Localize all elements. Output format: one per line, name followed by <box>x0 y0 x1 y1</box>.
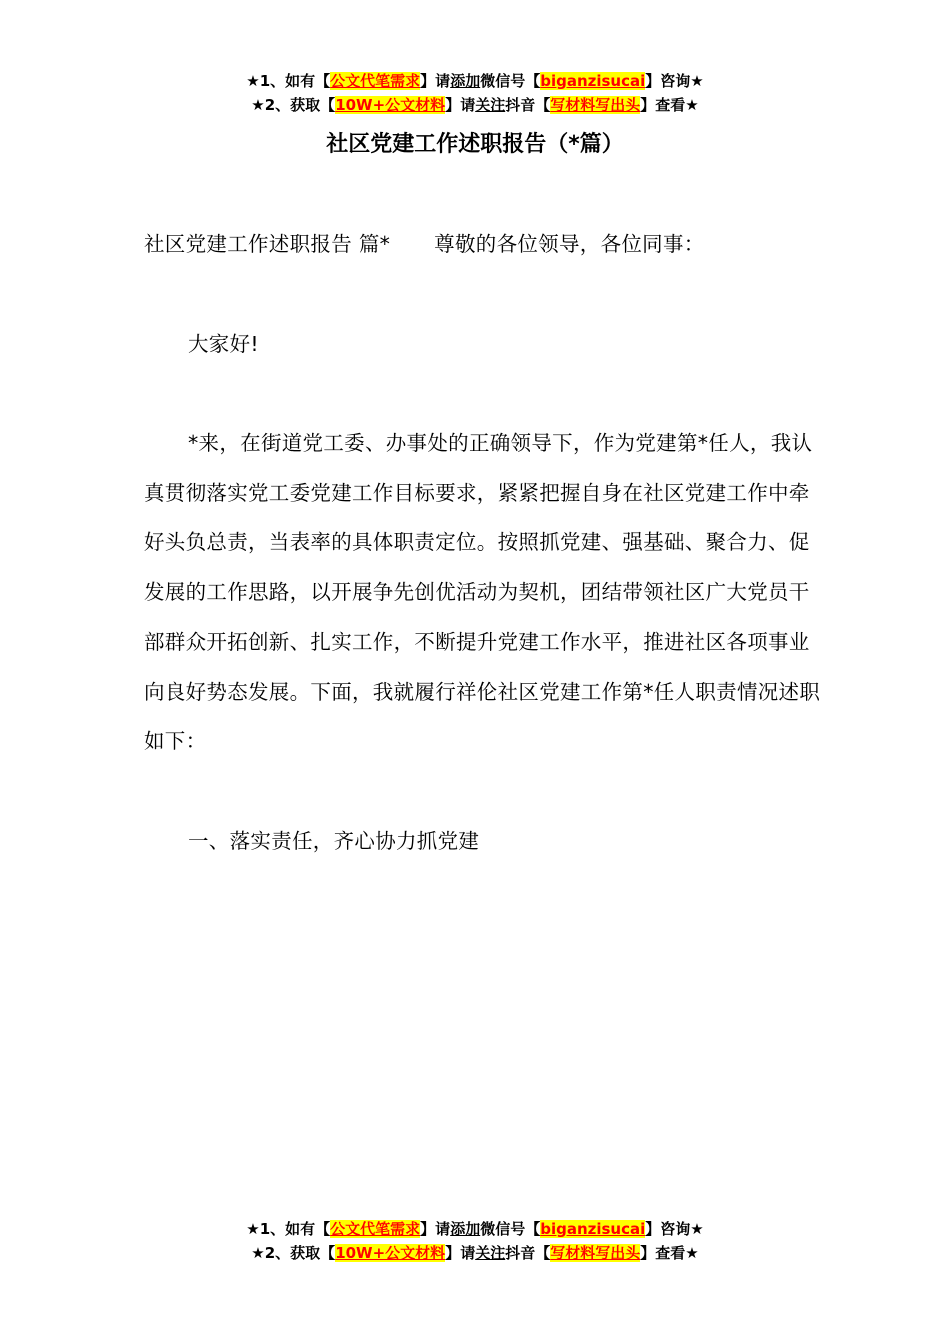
promo-line-2: ★2、获取【10W+公文材料】请关注抖音【写材料写出头】查看★ <box>251 1244 699 1262</box>
document-title: 社区党建工作述职报告（*篇） <box>326 132 624 157</box>
douyin-account-highlight: 写材料写出头 <box>550 1244 641 1262</box>
section-heading: 一、落实责任，齐心协力抓党建 <box>188 829 480 853</box>
wechat-id-highlight: biganzisucai <box>540 1220 646 1238</box>
service-highlight: 公文代笔需求 <box>330 72 421 90</box>
promo-footer <box>0 1217 950 1265</box>
promo-line-2: ★2、获取【10W+公文材料】请关注抖音【写材料写出头】查看★ <box>251 96 699 114</box>
paragraph-intro <box>144 220 824 270</box>
intro-greeting: 尊敬的各位领导，各位同事： <box>434 232 705 256</box>
promo-line-1: ★1、如有【公文代笔需求】请添加微信号【biganzisucai】咨询★ <box>246 72 704 90</box>
intro-lead: 社区党建工作述职报告 篇* <box>144 232 391 256</box>
promo-line-1: ★1、如有【公文代笔需求】请添加微信号【biganzisucai】咨询★ <box>246 1220 704 1238</box>
materials-highlight: 10W+公文材料 <box>335 1244 446 1262</box>
promo-header <box>0 69 950 117</box>
douyin-account-highlight: 写材料写出头 <box>550 96 641 114</box>
paragraph-body: *来，在街道党工委、办事处的正确领导下，作为党建第*任人，我认真贯彻落实党工委党建工作目标要求，紧紧把握自身在社区党建工作中牵好头负总责，当表率的具体职责定位。按照抓党建、强基础、聚合力、促发展的工作思路，以开展争先创优活动为契机，团结带领社区广大党员干部群众开拓创新、扎实工作，不断提升党建工作水平，推进社区各项事业向良好势态发展。下面，我就履行祥伦社区党建工作第*任人职责情况述职如下： <box>144 431 821 754</box>
paragraph-greeting: 大家好! <box>188 332 259 356</box>
wechat-id-highlight: biganzisucai <box>540 72 646 90</box>
materials-highlight: 10W+公文材料 <box>335 96 446 114</box>
service-highlight: 公文代笔需求 <box>330 1220 421 1238</box>
